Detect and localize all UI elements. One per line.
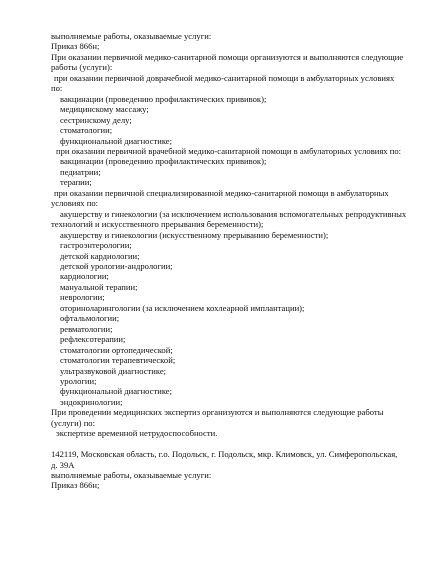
text-line: стоматологии терапевтической;: [60, 355, 176, 366]
text-line: акушерству и гинекологии (за исключением использования вспомогательных репродуктивных: [60, 208, 407, 219]
text-line: кардиологии;: [60, 271, 109, 282]
text-line: неврологии;: [60, 292, 105, 303]
text-line: при оказании первичной доврачебной медико-санитарной помощи в амбулаторных условиях: [54, 72, 395, 83]
text-line: стоматологии;: [60, 125, 113, 136]
text-line: 142119, Московская область, г.о. Подольск, г. Подольск, мкр. Климовск, ул. Симферопольская,: [51, 449, 398, 460]
text-line: выполняемые работы, оказываемые услуги:: [51, 470, 212, 481]
text-line: При оказании первичной медико-санитарной помощи организуются и выполняются следующие: [51, 51, 404, 62]
text-line: гастроэнтерологии;: [60, 240, 132, 251]
text-line: урологии;: [60, 375, 97, 386]
text-line: функциональной диагностике;: [60, 135, 173, 146]
text-line: Приказ 866н;: [51, 41, 100, 52]
text-line: медицинскому массажу;: [60, 104, 149, 115]
text-line: по:: [51, 83, 63, 94]
text-line: функциональной диагностике;: [60, 386, 173, 397]
text-line: стоматологии ортопедической;: [60, 344, 173, 355]
text-line: эндокринологии;: [60, 396, 123, 407]
text-line: терапии;: [60, 177, 92, 188]
text-line: оториноларингологии (за исключением кохлеарной имплантации);: [60, 302, 305, 313]
text-line: педиатрии;: [60, 166, 101, 177]
text-line: мануальной терапии;: [60, 281, 138, 292]
text-line: ревматологии;: [60, 323, 113, 334]
text-line: детской кардиологии;: [60, 250, 140, 261]
text-line: вакцинации (проведению профилактических прививок);: [60, 93, 267, 104]
text-line: выполняемые работы, оказываемые услуги:: [51, 31, 212, 41]
text-line: рефлексотерапии;: [60, 334, 126, 345]
text-line: Приказ 866н;: [51, 480, 100, 491]
text-line: при оказании первичной врачебной медико-санитарной помощи в амбулаторных условиях по:: [56, 145, 402, 156]
text-line: при оказании первичной специализированной медико-санитарной помощи в амбулаторных: [54, 187, 389, 198]
text-line: офтальмологии;: [60, 313, 120, 324]
text-line: д. 39А: [51, 459, 75, 470]
text-line: экспертизе временной нетрудоспособности.: [56, 428, 218, 439]
text-line: При проведении медицинских экспертиз организуются и выполняются следующие работы: [51, 407, 384, 418]
text-line: (услуги) по:: [51, 417, 95, 428]
text-line: детской урологии-андрологии;: [60, 260, 173, 271]
text-line: акушерству и гинекологии (искусственному прерыванию беременности);: [60, 229, 329, 240]
text-line: работы (услуги):: [51, 62, 113, 73]
document-text: [51, 31, 421, 491]
text-line: сестринскому делу;: [60, 114, 132, 125]
blank-line: [51, 439, 421, 449]
text-line: ультразвуковой диагностике;: [60, 365, 167, 376]
text-line: вакцинации (проведению профилактических прививок);: [60, 156, 267, 167]
text-line: технологий и искусственного прерывания беременности);: [51, 219, 264, 230]
text-line: условиях по:: [51, 198, 99, 209]
